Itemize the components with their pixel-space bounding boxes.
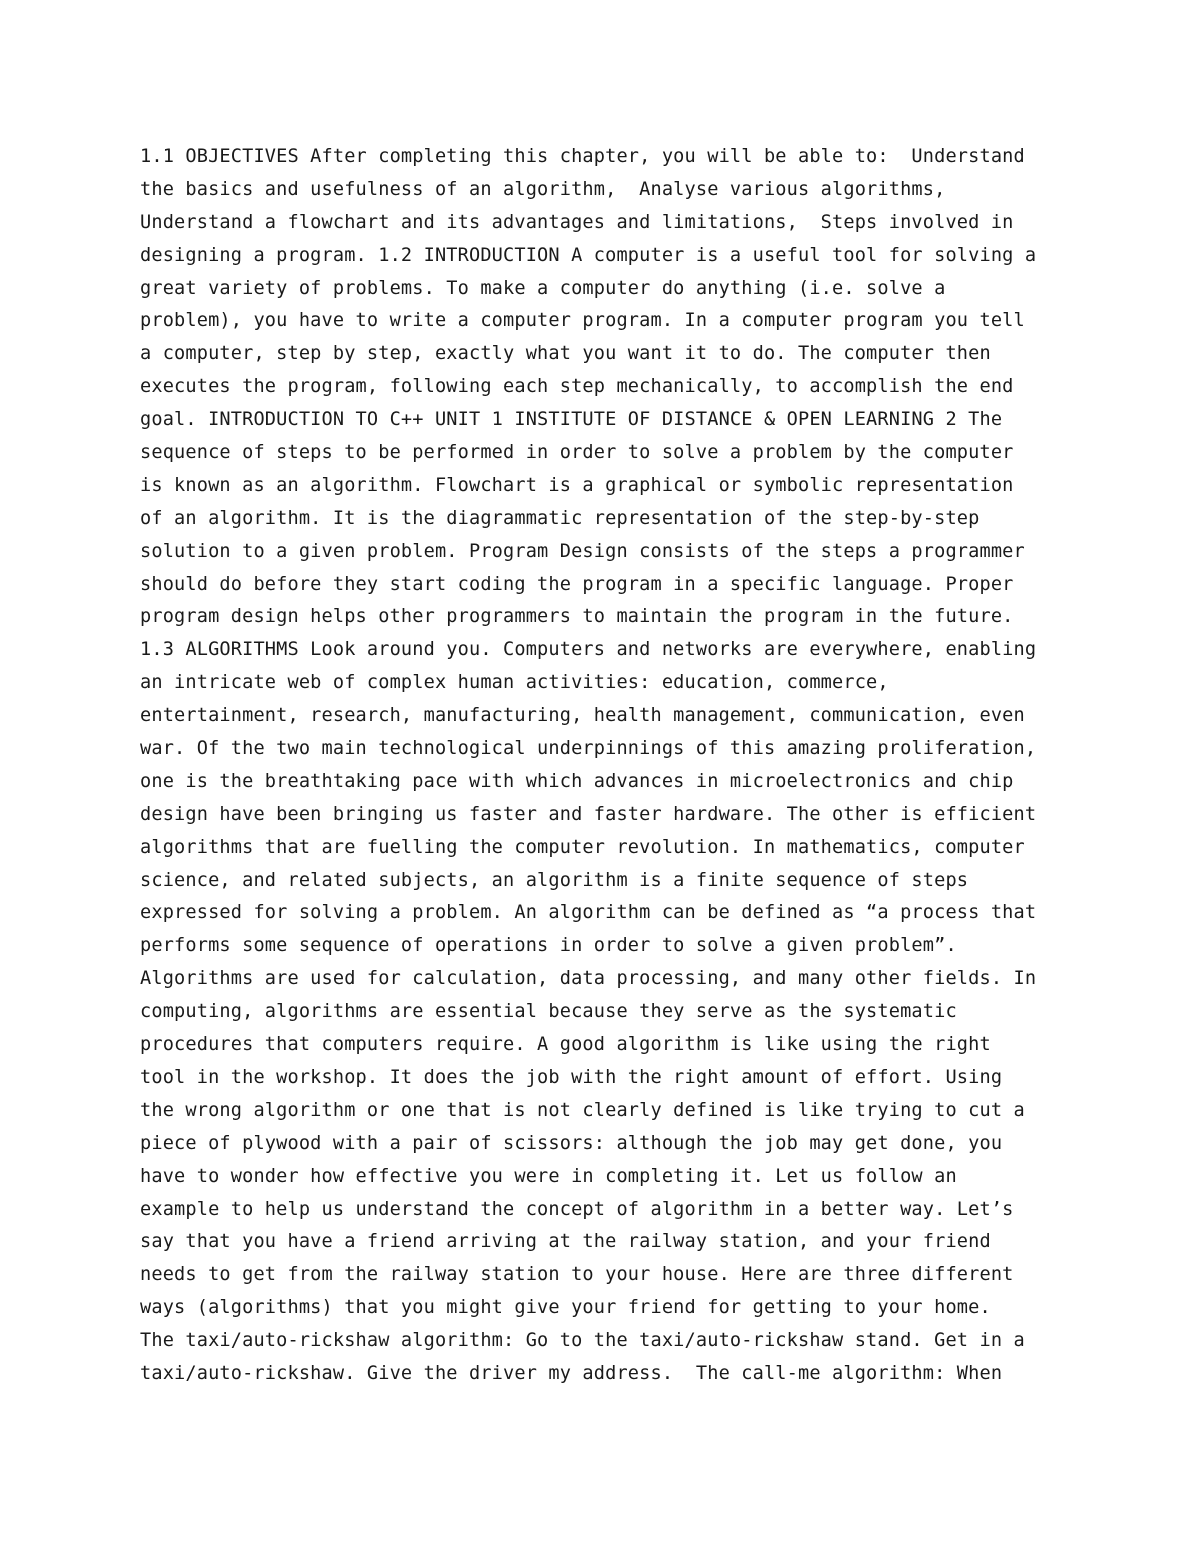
text-line: goal. INTRODUCTION TO C++ UNIT 1 INSTITUTE OF DISTANCE & OPEN LEARNING 2 The: [140, 409, 1003, 431]
text-line: great variety of problems. To make a computer do anything (i.e. solve a: [140, 277, 946, 299]
text-line: expressed for solving a problem. An algorithm can be defined as “a process that: [140, 902, 1037, 924]
text-line: example to help us understand the concept of algorithm in a better way. Let’s: [140, 1198, 1014, 1220]
text-line: needs to get from the railway station to your house. Here are three different: [140, 1264, 1014, 1286]
text-line: 1.3 ALGORITHMS Look around you. Computers and networks are everywhere, enabling: [140, 639, 1037, 661]
text-line: design have been bringing us faster and faster hardware. The other is efficient: [140, 803, 1037, 825]
text-line: ways (algorithms) that you might give your friend for getting to your home.: [140, 1297, 991, 1319]
text-line: war. Of the two main technological underpinnings of this amazing proliferation,: [140, 738, 1037, 760]
text-line: performs some sequence of operations in order to solve a given problem”.: [140, 935, 957, 957]
text-line: of an algorithm. It is the diagrammatic representation of the step-by-step: [140, 507, 980, 529]
text-line: the wrong algorithm or one that is not clearly defined is like trying to cut a: [140, 1099, 1025, 1121]
text-line: science, and related subjects, an algorithm is a finite sequence of steps: [140, 869, 969, 891]
text-line: an intricate web of complex human activities: education, commerce,: [140, 672, 889, 694]
text-line: 1.1 OBJECTIVES After completing this chapter, you will be able to: Understand: [140, 146, 1025, 167]
text-line: The taxi/auto-rickshaw algorithm: Go to the taxi/auto-rickshaw stand. Get in a: [140, 1330, 1025, 1352]
text-line: piece of plywood with a pair of scissors: although the job may get done, you: [140, 1132, 1003, 1154]
text-line: Algorithms are used for calculation, data processing, and many other fields. In: [140, 968, 1037, 990]
text-line: program design helps other programmers to maintain the program in the future.: [140, 606, 1014, 628]
text-line: procedures that computers require. A good algorithm is like using the right: [140, 1034, 991, 1056]
text-line: should do before they start coding the program in a specific language. Proper: [140, 573, 1014, 595]
text-line: algorithms that are fuelling the computer revolution. In mathematics, computer: [140, 836, 1025, 858]
text-line: the basics and usefulness of an algorithm, Analyse various algorithms,: [140, 178, 946, 200]
text-line: entertainment, research, manufacturing, health management, communication, even: [140, 705, 1025, 727]
text-line: solution to a given problem. Program Design consists of the steps a programmer: [140, 540, 1025, 562]
text-line: computing, algorithms are essential because they serve as the systematic: [140, 1001, 957, 1023]
text-line: one is the breathtaking pace with which advances in microelectronics and chip: [140, 770, 1014, 792]
text-line: is known as an algorithm. Flowchart is a graphical or symbolic representation: [140, 474, 1014, 496]
text-line: problem), you have to write a computer program. In a computer program you tell: [140, 310, 1025, 332]
text-line: have to wonder how effective you were in completing it. Let us follow an: [140, 1165, 957, 1187]
text-line: designing a program. 1.2 INTRODUCTION A computer is a useful tool for solving a: [140, 244, 1037, 266]
text-line: taxi/auto-rickshaw. Give the driver my address. The call-me algorithm: When: [140, 1362, 1003, 1384]
text-line: Understand a flowchart and its advantages and limitations, Steps involved in: [140, 211, 1014, 233]
text-line: say that you have a friend arriving at the railway station, and your friend: [140, 1231, 991, 1253]
text-line: executes the program, following each step mechanically, to accomplish the end: [140, 376, 1014, 398]
text-line: a computer, step by step, exactly what you want it to do. The computer then: [140, 343, 991, 365]
body-text: [140, 141, 1070, 1391]
text-line: sequence of steps to be performed in order to solve a problem by the computer: [140, 442, 1014, 464]
text-line: tool in the workshop. It does the job with the right amount of effort. Using: [140, 1066, 1003, 1088]
